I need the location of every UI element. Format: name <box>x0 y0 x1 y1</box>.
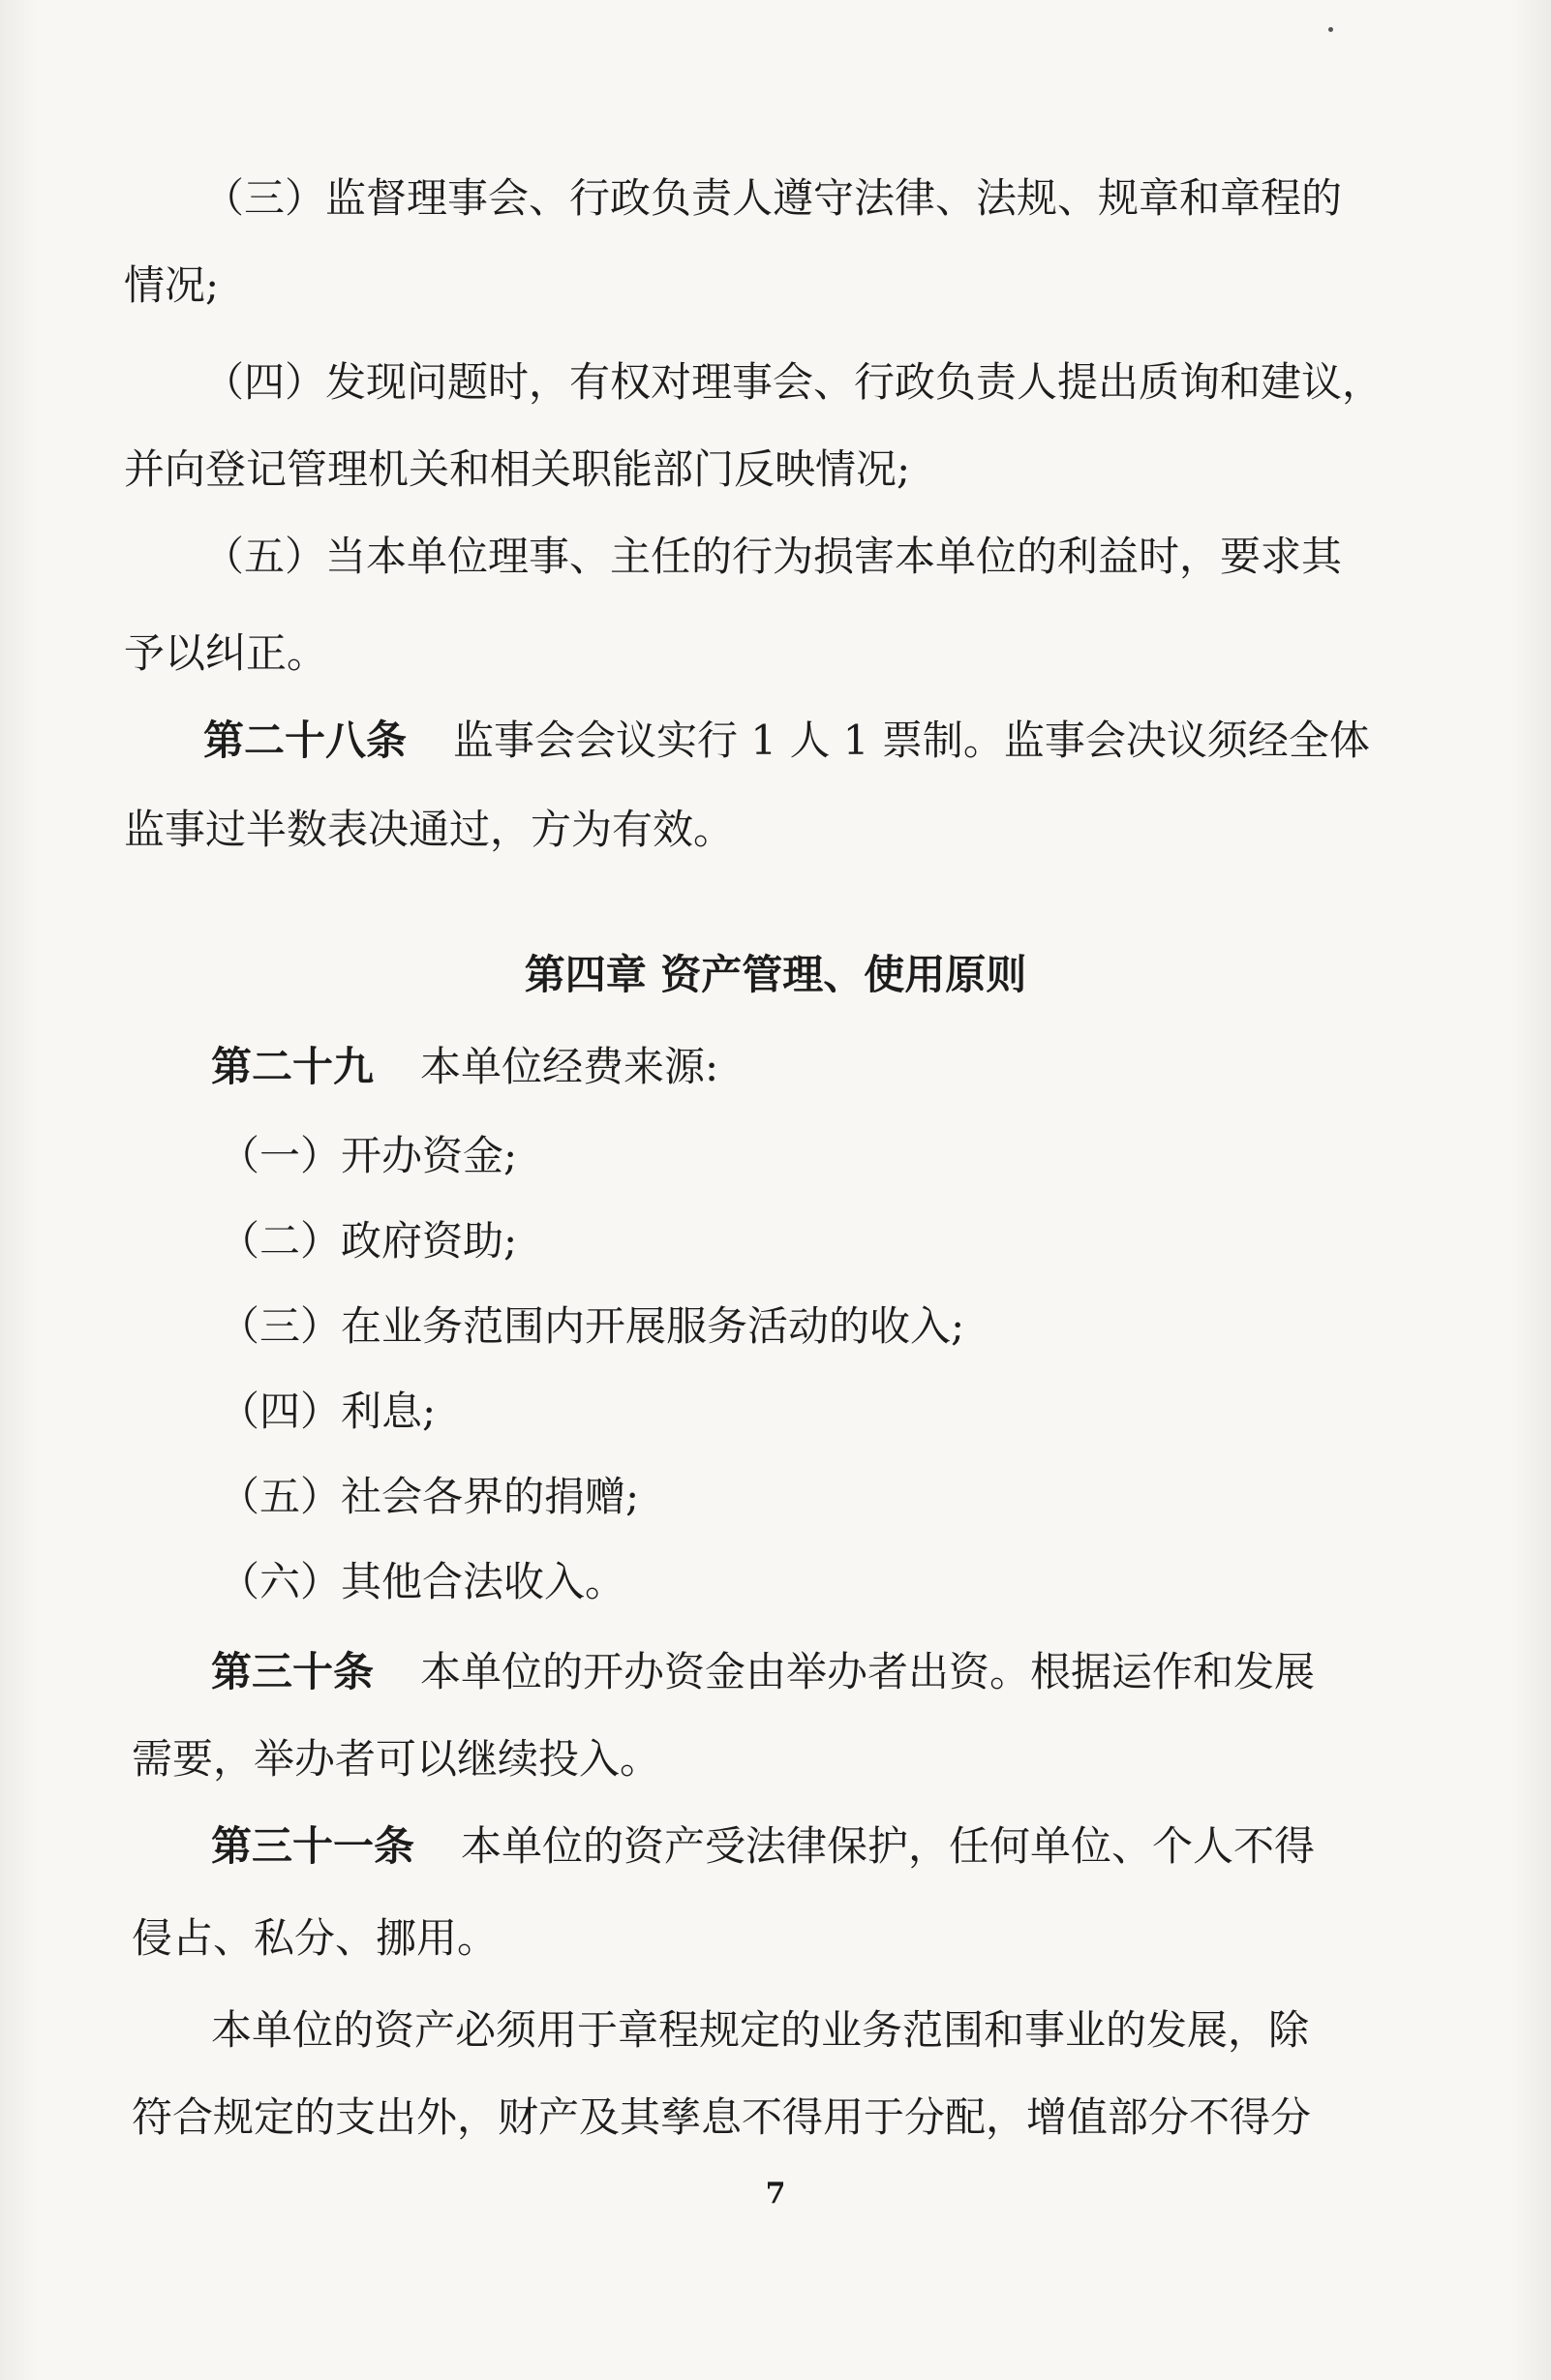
item-3-line-2: 情况; <box>124 261 220 309</box>
article-30-title: 第三十条 <box>211 1648 375 1695</box>
paragraph-line-1: 本单位的资产必须用于章程规定的业务范围和事业的发展，除 <box>211 2006 1310 2054</box>
article-31-title: 第三十一条 <box>211 1822 415 1870</box>
article-30-text: 本单位的开办资金由举办者出资。根据运作和发展 <box>420 1648 1316 1695</box>
source-item-3: （三）在业务范围内开展服务活动的收入; <box>219 1302 965 1350</box>
source-item-4: （四）利息; <box>219 1388 437 1435</box>
item-5-line-1: （五）当本单位理事、主任的行为损害本单位的利益时，要求其 <box>203 533 1343 580</box>
page-number: 7 <box>765 2177 786 2211</box>
article-31-line-1 <box>0 1820 1551 1873</box>
article-29-text: 本单位经费来源: <box>420 1043 719 1090</box>
article-29-line <box>0 1041 1551 1093</box>
article-28-title: 第二十八条 <box>203 717 408 764</box>
source-item-1: （一）开办资金; <box>219 1132 518 1179</box>
article-31-text: 本单位的资产受法律保护，任何单位、个人不得 <box>461 1822 1316 1870</box>
source-item-2: （二）政府资助; <box>219 1217 518 1265</box>
item-5-line-2: 予以纠正。 <box>124 629 328 677</box>
scan-speck <box>1328 27 1333 32</box>
chapter-heading: 第四章 资产管理、使用原则 <box>524 951 1027 998</box>
article-29-title: 第二十九 <box>211 1043 375 1090</box>
item-4-line-1: （四）发现问题时，有权对理事会、行政负责人提出质询和建议， <box>203 358 1384 406</box>
article-31-line-2: 侵占、私分、挪用。 <box>132 1914 499 1962</box>
item-4-line-2: 并向登记管理机关和相关职能部门反映情况; <box>124 445 911 493</box>
source-item-5: （五）社会各界的捐赠; <box>219 1473 640 1520</box>
article-30-line-1 <box>0 1646 1551 1698</box>
item-3-line-1: （三）监督理事会、行政负责人遵守法律、法规、规章和章程的 <box>203 174 1343 222</box>
paragraph-line-2: 符合规定的支出外，财产及其孳息不得用于分配，增值部分不得分 <box>132 2093 1312 2141</box>
article-28-line-2: 监事过半数表决通过，方为有效。 <box>124 806 735 853</box>
article-28-line-1 <box>0 715 1551 767</box>
source-item-6: （六）其他合法收入。 <box>219 1558 626 1605</box>
article-30-line-2: 需要，举办者可以继续投入。 <box>132 1735 661 1783</box>
article-28-text: 监事会会议实行 1 人 1 票制。监事会决议须经全体 <box>453 717 1370 764</box>
